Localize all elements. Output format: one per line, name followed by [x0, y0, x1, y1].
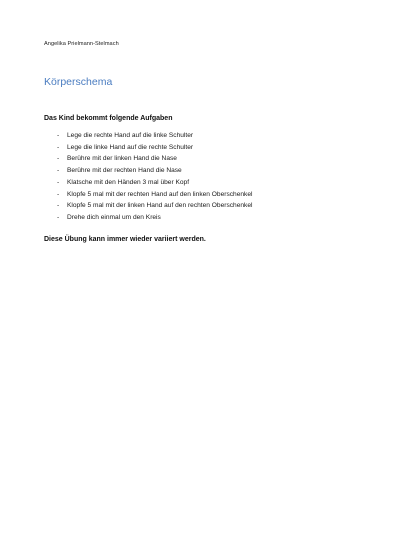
task-text: Lege die rechte Hand auf die linke Schulter [67, 132, 194, 139]
variation-note: Diese Übung kann immer wieder variiert werden. [44, 236, 206, 243]
intro-heading: Das Kind bekommt folgende Aufgaben [44, 115, 173, 122]
bullet-dash: - [57, 167, 60, 175]
task-text: Lege die linke Hand auf die rechte Schulter [67, 143, 194, 151]
task-item [44, 212, 252, 224]
bullet-dash: - [57, 178, 60, 186]
task-text: Klopfe 5 mal mit der rechten Hand auf den linken Oberschenkel [67, 190, 253, 198]
task-item [44, 200, 252, 212]
document-title: Körperschema [44, 76, 113, 88]
task-item [44, 165, 252, 177]
task-text: Berühre mit der linken Hand die Nase [67, 155, 177, 163]
bullet-dash: - [57, 202, 60, 210]
task-text: Drehe dich einmal um den Kreis [67, 213, 161, 221]
task-list [44, 130, 252, 224]
task-item [44, 177, 252, 189]
task-item [44, 189, 252, 201]
bullet-dash: - [57, 190, 60, 198]
bullet-dash: - [57, 213, 60, 221]
task-item [44, 142, 252, 154]
author-name: Angelika Prielmann-Stelmach [44, 41, 119, 47]
task-text: Klatsche mit den Händen 3 mal über Kopf [67, 178, 190, 186]
bullet-dash: - [57, 143, 60, 151]
task-text: Klopfe 5 mal mit der linken Hand auf den rechten Oberschenkel [67, 202, 253, 210]
bullet-dash: - [57, 155, 60, 163]
task-text: Berühre mit der rechten Hand die Nase [67, 167, 182, 175]
task-item [44, 153, 252, 165]
task-item [44, 130, 252, 142]
bullet-dash: - [57, 132, 60, 139]
